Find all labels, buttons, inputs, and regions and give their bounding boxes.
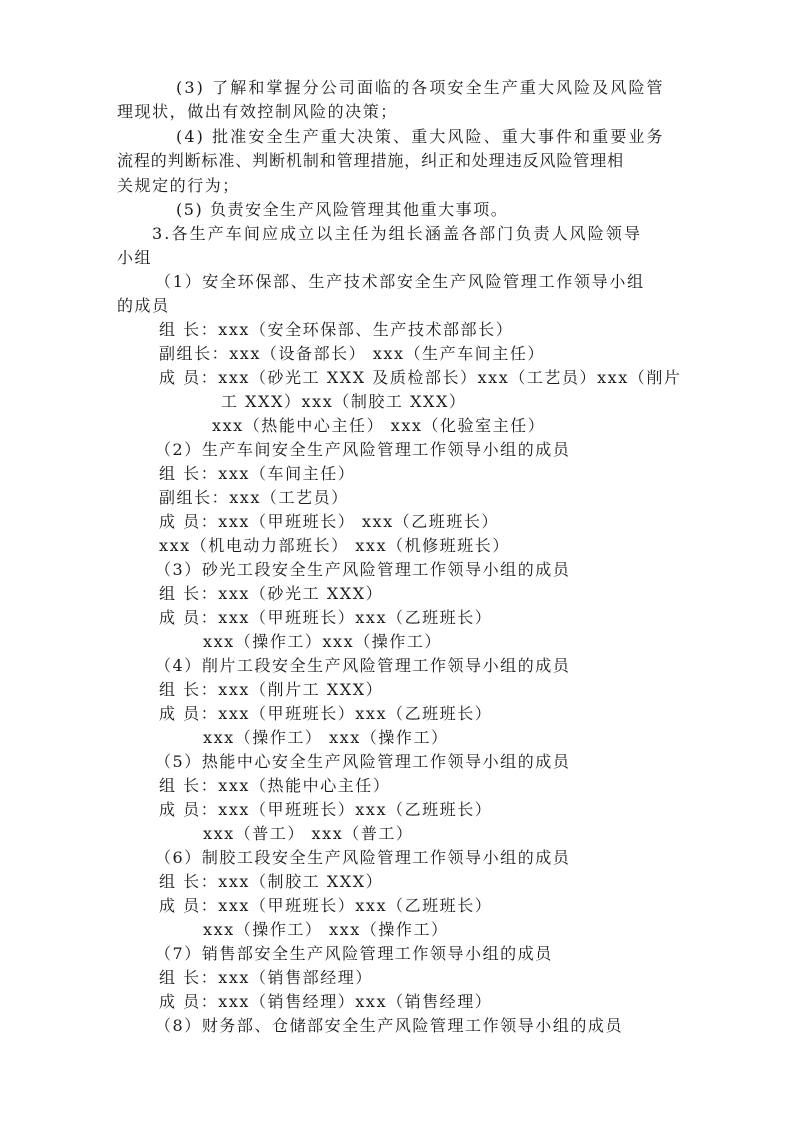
group-1-members-line-2: 工 XXX）xxx（制胶工 XXX） — [221, 392, 467, 411]
group-4-title: （4）削片工段安全生产风险管理工作领导小组的成员 — [155, 656, 571, 675]
group-7-title: （7）销售部安全生产风险管理工作领导小组的成员 — [155, 944, 553, 963]
item-text: 了解和掌握分公司面临的各项安全生产重大风险及风险管 — [212, 78, 665, 97]
item-text: 批准安全生产重大决策、重大风险、重大事件和重要业务 — [212, 127, 665, 146]
group-6-title: （6）制胶工段安全生产风险管理工作领导小组的成员 — [155, 848, 571, 867]
group-5-title: （5）热能中心安全生产风险管理工作领导小组的成员 — [155, 752, 571, 771]
item-text: 负责安全生产风险管理其他重大事项。 — [209, 200, 509, 219]
item-4-line-2: 流程的判断标准、判断机制和管理措施，纠正和处理违反风险管理相 — [117, 151, 625, 170]
group-5-leader: 组 长：xxx（热能中心主任） — [159, 776, 391, 795]
group-2-leader: 组 长：xxx（车间主任） — [159, 464, 356, 483]
group-6-members-line-2: xxx（操作工） xxx（操作工） — [203, 920, 449, 939]
item-4-line-3: 关规定的行为； — [117, 176, 240, 195]
item-4-line-1 — [176, 127, 665, 147]
group-1-title-line-2: 的成员 — [117, 296, 170, 315]
group-4-members-line-1: 成 员：xxx（甲班班长）xxx（乙班班长） — [159, 704, 493, 723]
section-3-heading-line-1: 3.各生产车间应成立以主任为组长涵盖各部门负责人风险领导 — [152, 224, 643, 243]
group-4-leader: 组 长：xxx（削片工 XXX） — [159, 680, 384, 699]
group-7-leader: 组 长：xxx（销售部经理） — [159, 968, 373, 987]
group-2-deputy: 副组长：xxx（工艺员） — [159, 488, 349, 507]
group-3-members-line-2: xxx（操作工）xxx（操作工） — [203, 632, 442, 651]
item-number: (4) — [176, 127, 205, 146]
group-1-title-line-1: （1）安全环保部、生产技术部安全生产风险管理工作领导小组 — [155, 272, 645, 291]
group-1-deputy: 副组长：xxx（设备部长） xxx（生产车间主任） — [159, 344, 545, 363]
item-number: (5) — [176, 200, 204, 219]
item-5-line-1 — [176, 200, 508, 220]
group-6-members-line-1: 成 员：xxx（甲班班长）xxx（乙班班长） — [159, 896, 493, 915]
group-3-leader: 组 长：xxx（砂光工 XXX） — [159, 584, 384, 603]
group-2-members-line-2: xxx（机电动力部班长） xxx（机修班班长） — [159, 536, 510, 555]
group-1-members-line-3: xxx（热能中心主任） xxx（化验室主任） — [212, 416, 546, 435]
item-3-line-1 — [176, 78, 665, 98]
item-3-line-2: 理现状，做出有效控制风险的决策； — [117, 102, 398, 121]
group-7-members: 成 员：xxx（销售经理）xxx（销售经理） — [159, 992, 493, 1011]
section-3-heading-line-2: 小组 — [117, 248, 153, 267]
group-5-members-line-2: xxx（普工） xxx（普工） — [203, 824, 414, 843]
group-3-title: （3）砂光工段安全生产风险管理工作领导小组的成员 — [155, 560, 571, 579]
group-2-title: （2）生产车间安全生产风险管理工作领导小组的成员 — [155, 440, 571, 459]
group-3-members-line-1: 成 员：xxx（甲班班长）xxx（乙班班长） — [159, 608, 493, 627]
group-1-members-line-1: 成 员：xxx（砂光工 XXX 及质检部长）xxx（工艺员）xxx（削片 — [159, 368, 682, 387]
group-1-leader: 组 长：xxx（安全环保部、生产技术部部长） — [159, 320, 514, 339]
group-8-title: （8）财务部、仓储部安全生产风险管理工作领导小组的成员 — [155, 1016, 624, 1035]
group-4-members-line-2: xxx（操作工） xxx（操作工） — [203, 728, 449, 747]
group-5-members-line-1: 成 员：xxx（甲班班长）xxx（乙班班长） — [159, 800, 493, 819]
item-number: (3) — [176, 78, 205, 97]
group-2-members-line-1: 成 员：xxx（甲班班长） xxx（乙班班长） — [159, 512, 499, 531]
group-6-leader: 组 长：xxx（制胶工 XXX） — [159, 872, 384, 891]
